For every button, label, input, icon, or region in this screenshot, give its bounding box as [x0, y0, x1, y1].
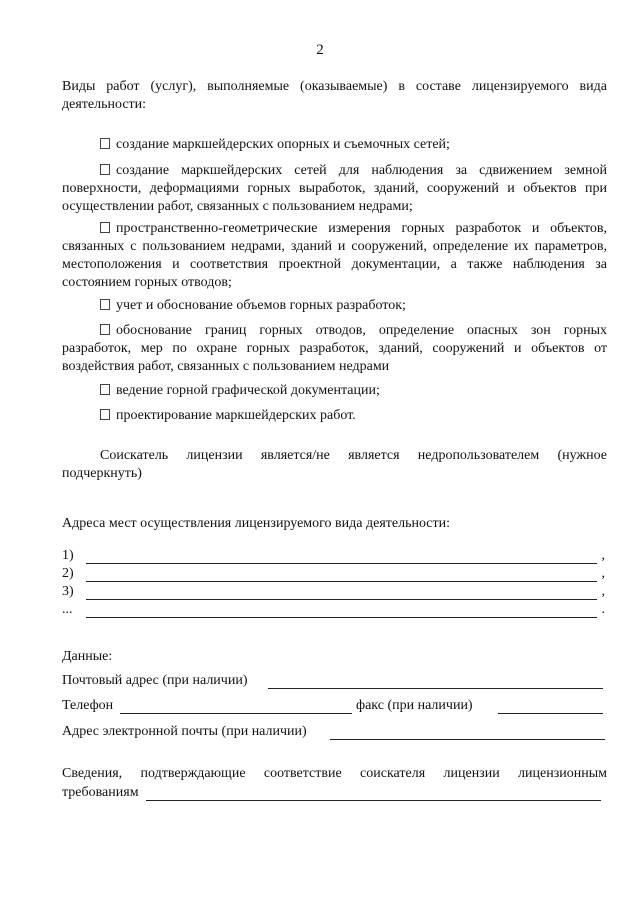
address-blank-line[interactable]: [86, 563, 597, 564]
postal-address-label: Почтовый адрес (при наличии): [62, 673, 248, 688]
address-blank-line[interactable]: [86, 617, 597, 618]
address-line-end: ,: [601, 584, 605, 599]
work-item-label: создание маркшейдерских сетей для наблюдения за сдвижением земной поверхности, деформациями горных выработок, зданий, сооружений и объектов при осуществлении работ, связанных с пользованием недрами;: [62, 163, 607, 214]
phone-line[interactable]: [120, 698, 352, 714]
checkbox[interactable]: [100, 384, 110, 395]
work-item-4: [62, 297, 607, 315]
compliance-text-2: требованиям: [62, 785, 139, 800]
checkbox[interactable]: [100, 138, 110, 149]
address-line-number: 1): [62, 548, 74, 563]
work-item-label: обоснование границ горных отводов, определение опасных зон горных разработок, мер по охране горных разработок, зданий, сооружений и объектов от воздействия работ, связанных с пользованием недрами: [62, 323, 607, 374]
compliance-statement: [62, 766, 607, 784]
fax-line[interactable]: [498, 698, 603, 714]
checkbox[interactable]: [100, 409, 110, 420]
email-field[interactable]: [62, 724, 607, 742]
checkbox[interactable]: [100, 324, 110, 335]
work-item-7: [62, 407, 607, 425]
fax-label: факс (при наличии): [356, 698, 473, 713]
work-item-label: ведение горной графической документации;: [116, 383, 380, 398]
compliance-line[interactable]: [146, 785, 601, 801]
work-item-3: [62, 220, 607, 292]
address-line-end: .: [601, 602, 605, 617]
checkbox[interactable]: [100, 164, 110, 175]
email-line[interactable]: [330, 724, 605, 740]
work-item-2: [62, 162, 607, 216]
work-item-label: создание маркшейдерских опорных и съемочных сетей;: [116, 137, 450, 152]
work-item-label: пространственно-геометрические измерения горных разработок и объектов, связанных с пользованием недрами, зданий и сооружений, определение их параметров, местоположения и соответствия проектной документации, а также наблюдения за состоянием горных отводов;: [62, 221, 607, 290]
work-item-5: [62, 322, 607, 376]
phone-fax-field[interactable]: [62, 698, 607, 716]
work-item-1: [62, 136, 607, 154]
phone-label: Телефон: [62, 698, 114, 713]
postal-address-field[interactable]: [62, 673, 607, 691]
address-line-2[interactable]: [62, 566, 607, 584]
address-line-number: ...: [62, 602, 73, 617]
work-item-label: проектирование маркшейдерских работ.: [116, 408, 356, 423]
data-heading: Данные:: [62, 649, 113, 664]
compliance-field[interactable]: [62, 785, 607, 803]
address-line-end: ,: [601, 548, 605, 563]
address-line-number: 2): [62, 566, 74, 581]
page-number: 2: [316, 42, 324, 58]
work-item-label: учет и обоснование объемов горных разработок;: [116, 298, 406, 313]
email-label: Адрес электронной почты (при наличии): [62, 724, 307, 739]
address-blank-line[interactable]: [86, 599, 597, 600]
checkbox[interactable]: [100, 299, 110, 310]
address-line-3[interactable]: [62, 584, 607, 602]
address-blank-line[interactable]: [86, 581, 597, 582]
addresses-heading: Адреса мест осуществления лицензируемого вида деятельности:: [62, 516, 451, 531]
address-line-more[interactable]: [62, 602, 607, 620]
postal-address-line[interactable]: [268, 673, 603, 689]
address-line-1[interactable]: [62, 548, 607, 566]
intro-text: Виды работ (услуг), выполняемые (оказываемые) в составе лицензируемого вида деятельности:: [62, 79, 607, 112]
address-line-end: ,: [601, 566, 605, 581]
subsoil-user-statement: Соискатель лицензии является/не является недропользователем (нужное подчеркнуть): [62, 448, 607, 481]
work-item-6: [62, 382, 607, 400]
address-line-number: 3): [62, 584, 74, 599]
compliance-text: Сведения, подтверждающие соответствие соискателя лицензии лицензионным: [62, 766, 607, 781]
checkbox[interactable]: [100, 222, 110, 233]
